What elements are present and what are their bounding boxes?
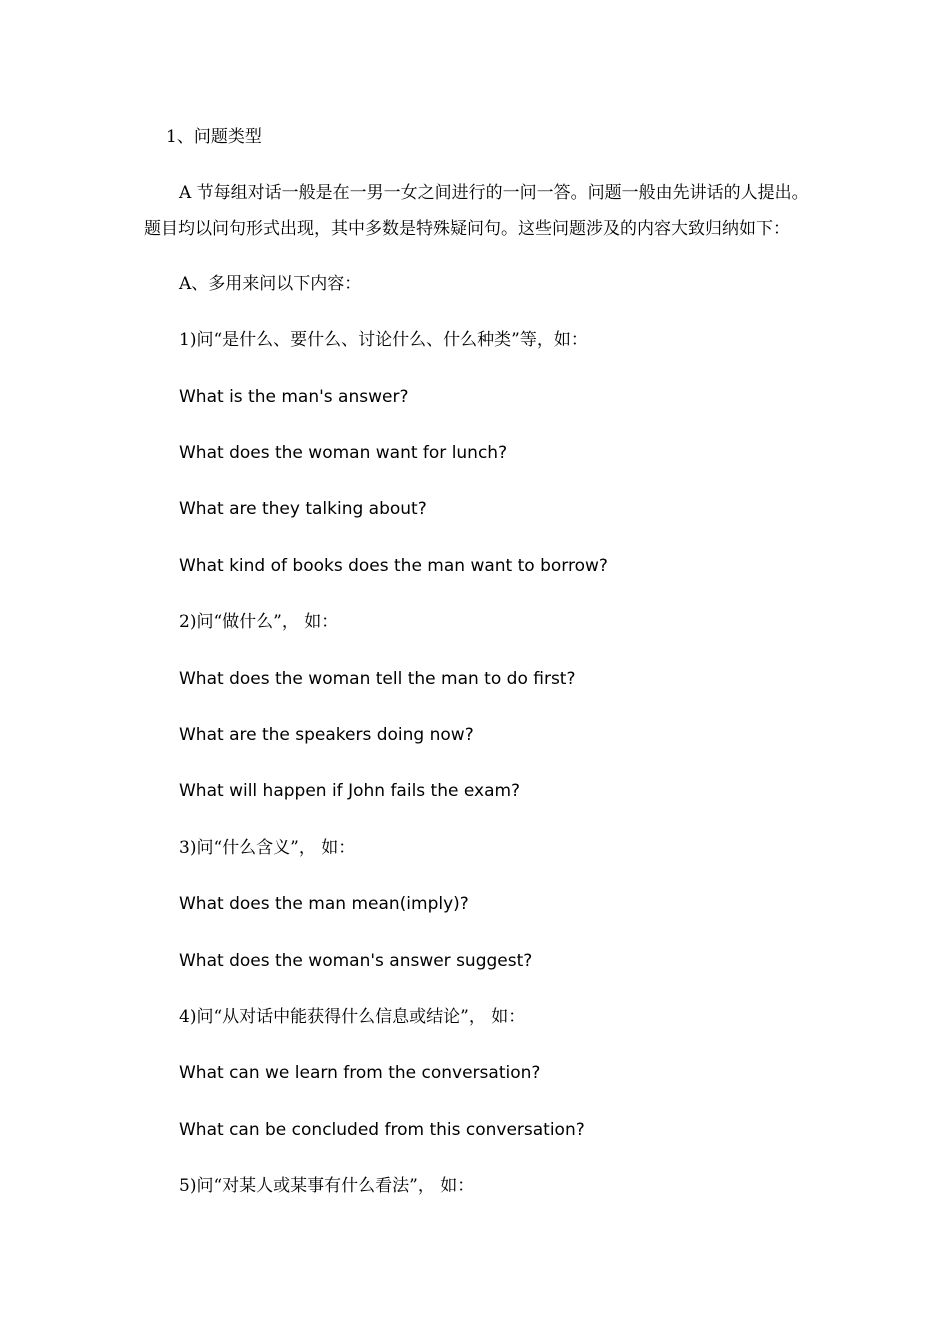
example-question: What kind of books does the man want to borrow?	[179, 556, 608, 576]
example-question: What are they talking about?	[179, 499, 427, 519]
example-question: What are the speakers doing now?	[179, 725, 474, 745]
group-2-title: 2)问“做什么”， 如：	[179, 612, 339, 632]
intro-paragraph-line-2: 题目均以问句形式出现，其中多数是特殊疑问句。这些问题涉及的内容大致归纳如下：	[144, 219, 790, 239]
group-3-title: 3)问“什么含义”， 如：	[179, 838, 356, 858]
example-question: What can be concluded from this conversation?	[179, 1120, 585, 1140]
example-question: What does the woman tell the man to do first?	[179, 669, 576, 689]
group-5-title: 5)问“对某人或某事有什么看法”， 如：	[179, 1176, 475, 1196]
example-question: What does the woman want for lunch?	[179, 443, 508, 463]
group-1-title: 1)问“是什么、要什么、讨论什么、什么种类”等，如：	[179, 330, 588, 350]
subheading-a: A、多用来问以下内容：	[179, 274, 362, 294]
example-question: What will happen if John fails the exam?	[179, 781, 521, 801]
group-4-title: 4)问“从对话中能获得什么信息或结论”， 如：	[179, 1007, 526, 1027]
example-question: What is the man's answer?	[179, 387, 409, 407]
intro-paragraph-line-1: A 节每组对话一般是在一男一女之间进行的一问一答。问题一般由先讲话的人提出。	[179, 183, 809, 203]
section-heading: 1、问题类型	[166, 127, 262, 147]
example-question: What does the man mean(imply)?	[179, 894, 469, 914]
example-question: What can we learn from the conversation?	[179, 1063, 541, 1083]
example-question: What does the woman's answer suggest?	[179, 951, 533, 971]
